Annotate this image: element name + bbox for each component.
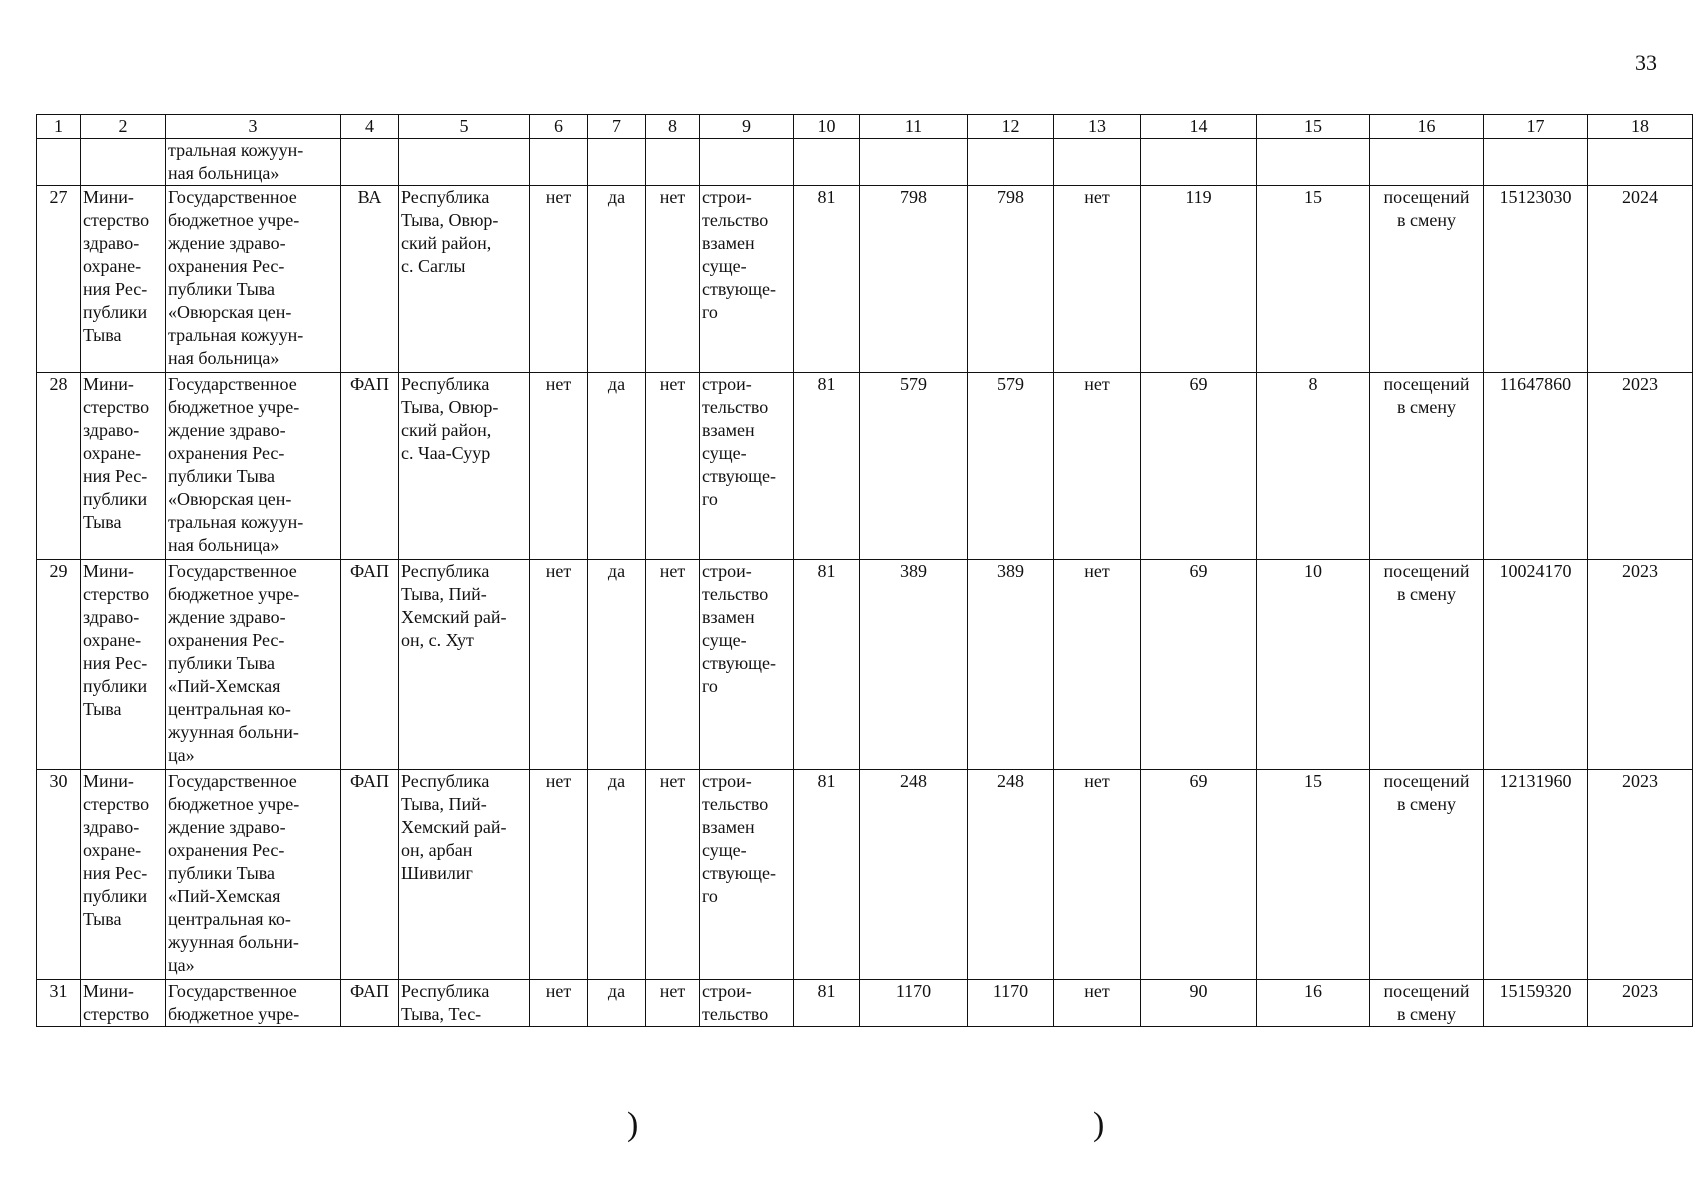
- cell-institution: тральная кожуун- ная больница»: [166, 139, 341, 186]
- cell-ministry: Мини- стерство: [81, 980, 166, 1027]
- cell-14: 119: [1141, 186, 1257, 373]
- cell-work: строи- тельство взамен суще- ствующе- го: [700, 186, 794, 373]
- cell-10: 81: [794, 560, 860, 770]
- cell-6: нет: [530, 186, 588, 373]
- cell-num: 31: [37, 980, 81, 1027]
- cell-17: 12131960: [1484, 770, 1588, 980]
- cell-15: 8: [1257, 373, 1370, 560]
- col-header-1: 1: [37, 115, 81, 139]
- cell-6: нет: [530, 373, 588, 560]
- col-header-3: 3: [166, 115, 341, 139]
- cell-13: нет: [1054, 373, 1141, 560]
- col-header-5: 5: [399, 115, 530, 139]
- cell-16: посещений в смену: [1370, 560, 1484, 770]
- cell-14: 69: [1141, 560, 1257, 770]
- cell-16: посещений в смену: [1370, 980, 1484, 1027]
- cell-address: Республика Тыва, Тес-: [399, 980, 530, 1027]
- cell-11: 798: [860, 186, 968, 373]
- cell-8: нет: [646, 980, 700, 1027]
- col-header-10: 10: [794, 115, 860, 139]
- cell-num: 29: [37, 560, 81, 770]
- continuation-row: [37, 139, 1693, 186]
- cell-18: 2023: [1588, 980, 1693, 1027]
- table-row: [37, 186, 1693, 373]
- cell-18: 2023: [1588, 373, 1693, 560]
- cell-8: нет: [646, 373, 700, 560]
- cell-ministry: Мини- стерство здраво- охране- ния Рес- публики Тыва: [81, 560, 166, 770]
- cell-ministry: Мини- стерство здраво- охране- ния Рес- публики Тыва: [81, 186, 166, 373]
- cell-work: строи- тельство взамен суще- ствующе- го: [700, 560, 794, 770]
- cell-14: 69: [1141, 373, 1257, 560]
- cell: [399, 139, 530, 186]
- cell: [1054, 139, 1141, 186]
- cell-institution: Государственное бюджетное учре- ждение здраво- охранения Рес- публики Тыва «Пий-Хемская центральная ко- жуунная больни- ца»: [166, 560, 341, 770]
- cell-7: да: [588, 560, 646, 770]
- cell-17: 11647860: [1484, 373, 1588, 560]
- cell-type: ФАП: [341, 770, 399, 980]
- cell: [1141, 139, 1257, 186]
- registry-table: [36, 114, 1693, 1027]
- cell-num: 28: [37, 373, 81, 560]
- cell: [1370, 139, 1484, 186]
- cell-type: ФАП: [341, 373, 399, 560]
- footer-mark: ): [1093, 1106, 1105, 1143]
- cell-7: да: [588, 980, 646, 1027]
- cell-16: посещений в смену: [1370, 186, 1484, 373]
- table-row: [37, 980, 1693, 1027]
- cell-17: 15123030: [1484, 186, 1588, 373]
- cell-6: нет: [530, 980, 588, 1027]
- cell-work: строи- тельство взамен суще- ствующе- го: [700, 373, 794, 560]
- cell-18: 2024: [1588, 186, 1693, 373]
- cell: [968, 139, 1054, 186]
- cell-6: нет: [530, 560, 588, 770]
- cell-12: 579: [968, 373, 1054, 560]
- cell-7: да: [588, 770, 646, 980]
- cell-8: нет: [646, 770, 700, 980]
- cell-type: ФАП: [341, 560, 399, 770]
- cell: [794, 139, 860, 186]
- cell-address: Республика Тыва, Пий- Хемский рай- он, с. Хут: [399, 560, 530, 770]
- cell: [37, 139, 81, 186]
- cell-type: ВА: [341, 186, 399, 373]
- cell-10: 81: [794, 980, 860, 1027]
- footer-mark: ): [627, 1106, 639, 1143]
- cell-12: 798: [968, 186, 1054, 373]
- cell: [588, 139, 646, 186]
- cell: [1588, 139, 1693, 186]
- cell-18: 2023: [1588, 770, 1693, 980]
- cell-18: 2023: [1588, 560, 1693, 770]
- cell-work: строи- тельство взамен суще- ствующе- го: [700, 770, 794, 980]
- cell: [1484, 139, 1588, 186]
- col-header-4: 4: [341, 115, 399, 139]
- cell-work: строи- тельство: [700, 980, 794, 1027]
- cell-16: посещений в смену: [1370, 373, 1484, 560]
- col-header-13: 13: [1054, 115, 1141, 139]
- cell-10: 81: [794, 186, 860, 373]
- col-header-18: 18: [1588, 115, 1693, 139]
- col-header-6: 6: [530, 115, 588, 139]
- cell-8: нет: [646, 186, 700, 373]
- cell-14: 69: [1141, 770, 1257, 980]
- col-header-12: 12: [968, 115, 1054, 139]
- cell-institution: Государственное бюджетное учре- ждение здраво- охранения Рес- публики Тыва «Овюрская цен- тральная кожуун- ная больница»: [166, 186, 341, 373]
- cell-13: нет: [1054, 186, 1141, 373]
- cell: [81, 139, 166, 186]
- table-row: [37, 560, 1693, 770]
- col-header-15: 15: [1257, 115, 1370, 139]
- cell-15: 10: [1257, 560, 1370, 770]
- cell-15: 16: [1257, 980, 1370, 1027]
- cell: [646, 139, 700, 186]
- cell: [530, 139, 588, 186]
- cell-address: Республика Тыва, Пий- Хемский рай- он, арбан Шивилиг: [399, 770, 530, 980]
- page-number: 33: [1635, 50, 1657, 75]
- cell-10: 81: [794, 373, 860, 560]
- cell-type: ФАП: [341, 980, 399, 1027]
- col-header-17: 17: [1484, 115, 1588, 139]
- cell-13: нет: [1054, 770, 1141, 980]
- cell-6: нет: [530, 770, 588, 980]
- col-header-2: 2: [81, 115, 166, 139]
- cell-17: 15159320: [1484, 980, 1588, 1027]
- cell-ministry: Мини- стерство здраво- охране- ния Рес- публики Тыва: [81, 770, 166, 980]
- cell-13: нет: [1054, 560, 1141, 770]
- col-header-8: 8: [646, 115, 700, 139]
- cell-10: 81: [794, 770, 860, 980]
- col-header-11: 11: [860, 115, 968, 139]
- cell-institution: Государственное бюджетное учре- ждение здраво- охранения Рес- публики Тыва «Овюрская цен- тральная кожуун- ная больница»: [166, 373, 341, 560]
- cell-12: 1170: [968, 980, 1054, 1027]
- cell-15: 15: [1257, 770, 1370, 980]
- col-header-7: 7: [588, 115, 646, 139]
- cell-16: посещений в смену: [1370, 770, 1484, 980]
- cell-7: да: [588, 373, 646, 560]
- cell-address: Республика Тыва, Овюр- ский район, с. Чаа-Суур: [399, 373, 530, 560]
- table-row: [37, 373, 1693, 560]
- col-header-14: 14: [1141, 115, 1257, 139]
- cell-11: 1170: [860, 980, 968, 1027]
- cell-institution: Государственное бюджетное учре-: [166, 980, 341, 1027]
- cell-11: 579: [860, 373, 968, 560]
- cell-12: 389: [968, 560, 1054, 770]
- cell-11: 389: [860, 560, 968, 770]
- cell: [700, 139, 794, 186]
- col-header-9: 9: [700, 115, 794, 139]
- cell-12: 248: [968, 770, 1054, 980]
- table-row: [37, 770, 1693, 980]
- cell: [341, 139, 399, 186]
- cell-15: 15: [1257, 186, 1370, 373]
- cell-8: нет: [646, 560, 700, 770]
- cell-13: нет: [1054, 980, 1141, 1027]
- cell-11: 248: [860, 770, 968, 980]
- cell-address: Республика Тыва, Овюр- ский район, с. Саглы: [399, 186, 530, 373]
- cell-14: 90: [1141, 980, 1257, 1027]
- cell-17: 10024170: [1484, 560, 1588, 770]
- cell-7: да: [588, 186, 646, 373]
- cell-institution: Государственное бюджетное учре- ждение здраво- охранения Рес- публики Тыва «Пий-Хемская центральная ко- жуунная больни- ца»: [166, 770, 341, 980]
- cell-num: 27: [37, 186, 81, 373]
- cell-num: 30: [37, 770, 81, 980]
- cell: [860, 139, 968, 186]
- cell: [1257, 139, 1370, 186]
- cell-ministry: Мини- стерство здраво- охране- ния Рес- публики Тыва: [81, 373, 166, 560]
- col-header-16: 16: [1370, 115, 1484, 139]
- header-row: [37, 115, 1693, 139]
